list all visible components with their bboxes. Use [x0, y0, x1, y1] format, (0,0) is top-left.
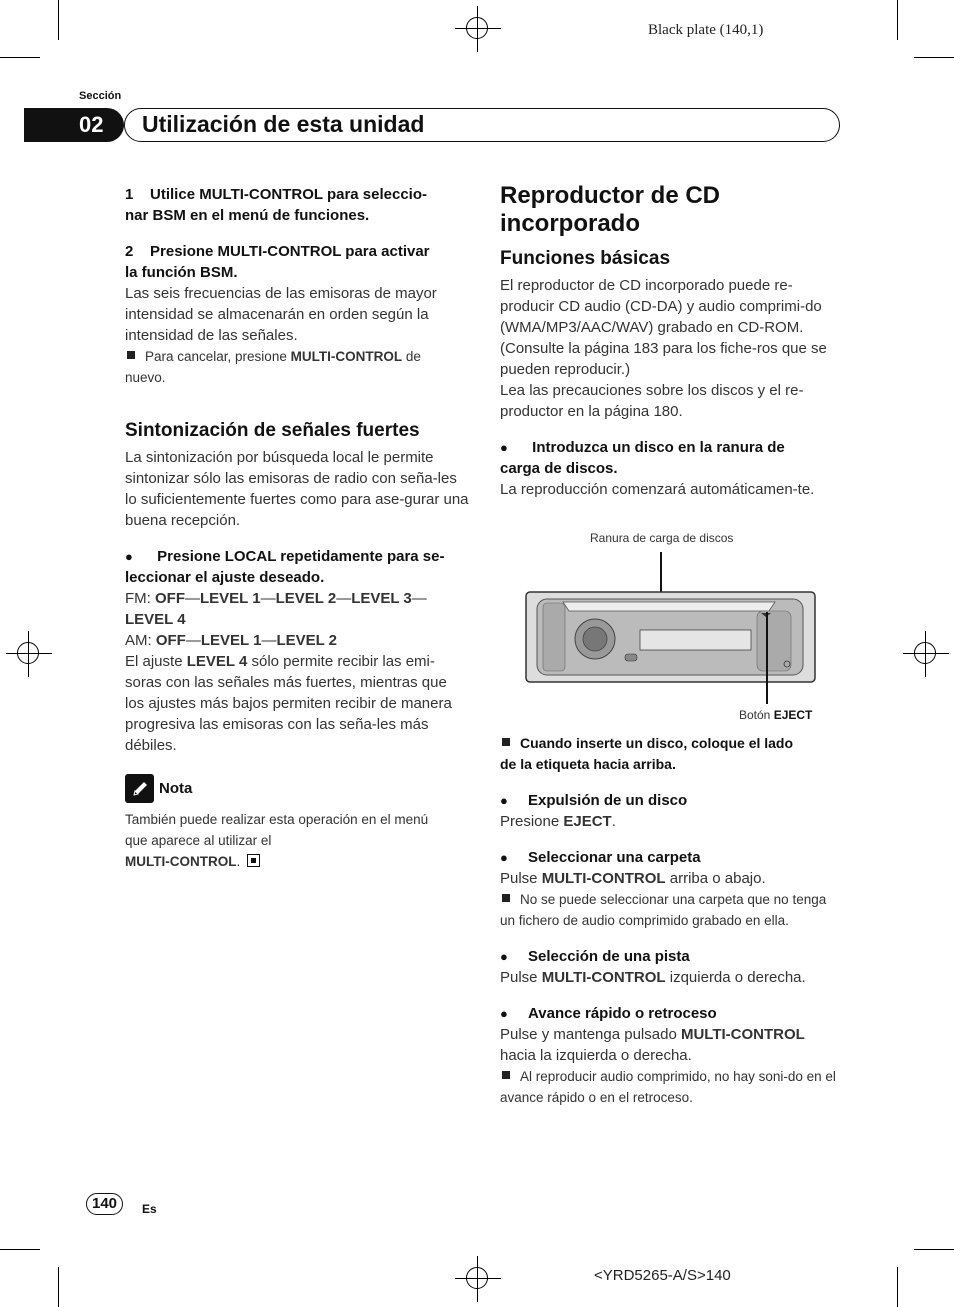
crop-mark: [58, 0, 59, 40]
carpeta-note: No se puede seleccionar una carpeta que no tenga un fichero de audio comprimido grabado en ella.: [500, 892, 827, 928]
registration-mark-icon: [914, 642, 936, 664]
crop-mark: [0, 57, 40, 58]
crop-mark: [58, 1267, 59, 1307]
square-bullet-icon: [502, 738, 510, 746]
section-number-badge: [24, 108, 124, 142]
expulsion-body: Presione EJECT.: [500, 813, 616, 830]
funciones-heading: Funciones básicas: [500, 248, 671, 269]
section-number: 02: [79, 112, 104, 137]
eject-leader-line: [766, 612, 768, 704]
right-column: [500, 182, 840, 500]
section-label: Sección: [79, 90, 122, 102]
registration-mark-icon: [466, 17, 488, 39]
avance-body: Pulse y mantenga pulsado MULTI-CONTROL hacia la izquierda o derecha.: [500, 1026, 805, 1064]
expulsion-bullet: ● Expulsión de un disco: [500, 790, 840, 811]
introduzca-bullet: ● Introduzca un disco en la ranura de carga de discos.: [500, 437, 840, 479]
pista-body: Pulse MULTI-CONTROL izquierda o derecha.: [500, 969, 806, 986]
cd-player-figure: [525, 591, 816, 683]
sintonizacion-heading: Sintonización de señales fuertes: [125, 420, 420, 441]
square-bullet-icon: [502, 894, 510, 902]
am-levels: AM: OFF—LEVEL 1—LEVEL 2: [125, 632, 338, 649]
nota-block: [125, 774, 470, 872]
step-number: 1: [125, 186, 134, 203]
crop-mark: [897, 1267, 898, 1307]
precauciones: Lea las precauciones sobre los discos y el re-productor en la página 180.: [500, 382, 804, 420]
left-column: [125, 184, 470, 872]
step-number: 2: [125, 243, 134, 260]
nota-header: [125, 774, 470, 803]
crop-mark: [914, 1249, 954, 1250]
nota-label: Nota: [159, 780, 193, 797]
right-column-lower: [500, 733, 840, 1108]
cd-title: Reproductor de CD incorporado: [500, 182, 721, 237]
figure-label-slot: Ranura de carga de discos: [590, 531, 734, 545]
level4-explanation: El ajuste LEVEL 4 sólo permite recibir las emi- soras con las señales más fuertes, mientras que los ajustes más bajos permiten recibir de manera progresiva las emisoras con las seña-les más débiles.: [125, 653, 452, 754]
crop-mark: [914, 57, 954, 58]
sintonizacion-body: La sintonización por búsqueda local le permite sintonizar sólo las emisoras de radio con seña-les lo suficientemente fuertes como para ase-gurar una buena recepción.: [125, 449, 469, 529]
carpeta-bullet: ● Seleccionar una carpeta: [500, 847, 840, 868]
plate-label: Black plate (140,1): [648, 22, 764, 38]
step-2-body: Las seis frecuencias de las emisoras de mayor intensidad se almacenarán en orden según la intensidad de las señales.: [125, 285, 437, 344]
page-number-badge: [86, 1193, 123, 1215]
language-label: Es: [142, 1202, 157, 1216]
local-bullet: ● Presione LOCAL repetidamente para se- leccionar el ajuste deseado.: [125, 546, 470, 588]
square-bullet-icon: [127, 351, 135, 359]
reproduccion: La reproducción comenzará automáticamen-te.: [500, 481, 815, 498]
section-title: Utilización de esta unidad: [142, 111, 425, 137]
crop-mark: [897, 0, 898, 40]
registration-mark-icon: [466, 1267, 488, 1289]
job-code: <YRD5265-A/S>140: [594, 1267, 731, 1284]
pencil-icon: [125, 774, 154, 803]
avance-note: Al reproducir audio comprimido, no hay soni-do en el avance rápido o en el retroceso.: [500, 1069, 836, 1105]
cuando-note: Cuando inserte un disco, coloque el lado de la etiqueta hacia arriba.: [500, 735, 794, 772]
carpeta-body: Pulse MULTI-CONTROL arriba o abajo.: [500, 870, 766, 887]
crop-mark: [0, 1249, 40, 1250]
nota-body: También puede realizar esta operación en el menú que aparece al utilizar el MULTI-CONTROL.: [125, 812, 429, 869]
figure-label-eject: Botón EJECT: [739, 708, 813, 722]
square-bullet-icon: [502, 1071, 510, 1079]
fm-levels: FM: OFF—LEVEL 1—LEVEL 2—LEVEL 3— LEVEL 4: [125, 590, 427, 628]
cancel-note: Para cancelar, presione MULTI-CONTROL de nuevo.: [125, 349, 421, 385]
section-header: [24, 108, 840, 142]
page-number: 140: [91, 1195, 118, 1212]
step-2: 2 Presione MULTI-CONTROL para activar la función BSM.: [125, 243, 430, 281]
avance-bullet: ● Avance rápido o retroceso: [500, 1003, 840, 1024]
registration-mark-icon: [17, 642, 39, 664]
funciones-body: El reproductor de CD incorporado puede re-producir CD audio (CD-DA) y audio comprimi-do (WMA/MP3/AAC/WAV) grabado en CD-ROM. (Consulte la página 183 para los fiche-ros que se pueden reproducir.): [500, 277, 827, 378]
step-1: 1 Utilice MULTI-CONTROL para seleccio- nar BSM en el menú de funciones.: [125, 186, 428, 224]
pista-bullet: ● Selección de una pista: [500, 946, 840, 967]
end-mark-icon: [247, 854, 260, 867]
